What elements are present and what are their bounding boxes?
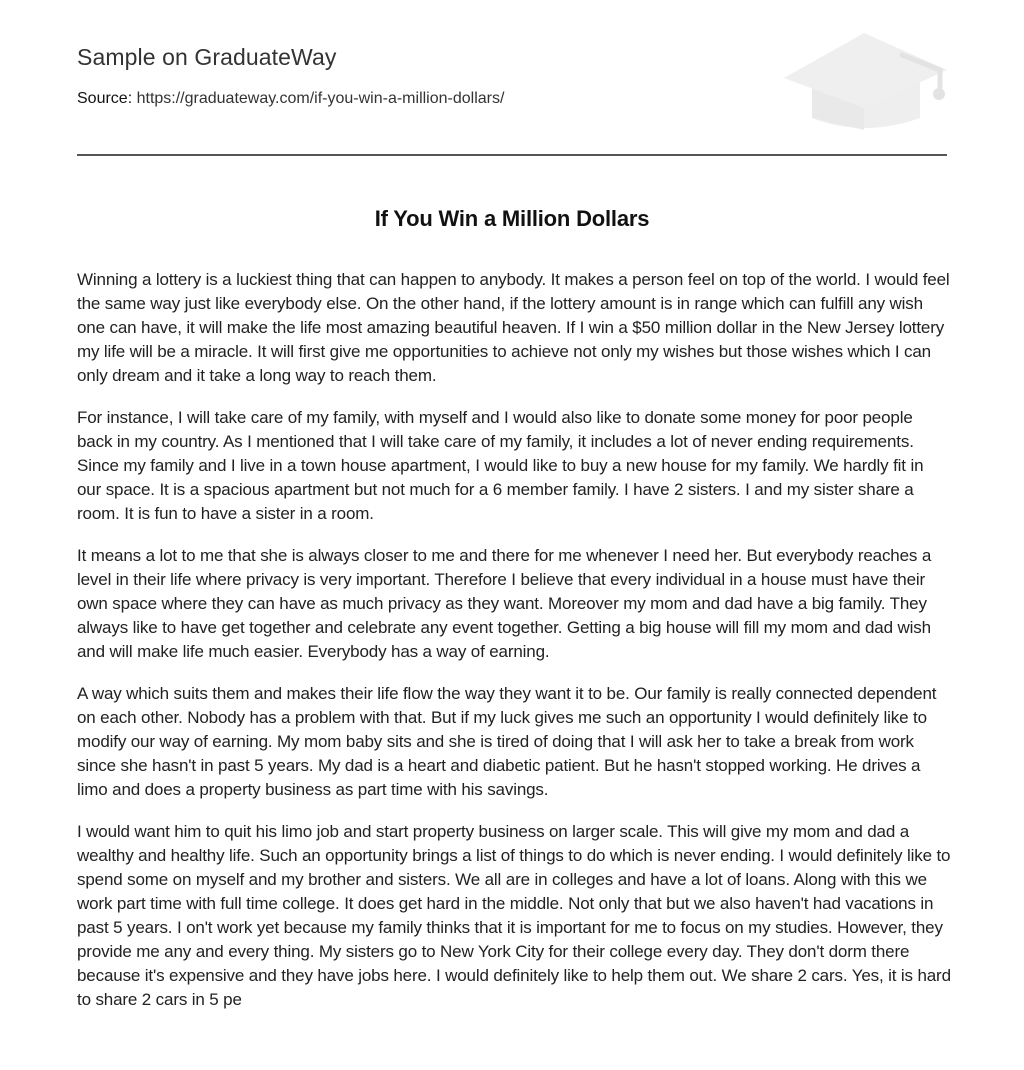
paragraph: For instance, I will take care of my family, with myself and I would also like to donate some money for poor people back in my country. As I mentioned that I will take care of my family, it includes a lot of never ending requirements. Since my family and I live in a town house apartment, I would like to buy a new house for my family. We hardly fit in our space. It is a spacious apartment but not much for a 6 member family. I have 2 sisters. I and my sister share a room. It is fun to have a sister in a room. <box>77 408 924 523</box>
source-link[interactable]: https://graduateway.com/if-you-win-a-million-dollars/ <box>136 90 505 107</box>
paragraph: Winning a lottery is a luckiest thing that can happen to anybody. It makes a person feel on top of the world. I would feel the same way just like everybody else. On the other hand, if the lottery amount is in range which can fulfill any wish one can have, it will make the life most amazing beautiful heaven. If I win a $50 million dollar in the New Jersey lottery my life will be a miracle. It will first give me opportunities to achieve not only my wishes but those wishes which I can only dream and it take a long way to reach them. <box>77 270 950 385</box>
paragraph: I would want him to quit his limo job and start property business on larger scale. This will give my mom and dad a wealthy and healthy life. Such an opportunity brings a list of things to do which is never ending. I would definitely like to spend some on myself and my brother and sisters. We all are in colleges and have a lot of loans. Along with this we work part time with full time college. It does get hard in the middle. Not only that but we also haven't had vacations in past 5 years. I on't work yet because my family thinks that it is important for me to focus on my studies. However, they provide me any and every thing. My sisters go to New York City for their college every day. They don't dorm there because it's expensive and they have jobs here. I would definitely like to help them out. We share 2 cars. Yes, it is hard to share 2 cars in 5 pe <box>77 822 951 1009</box>
source-line <box>77 90 504 108</box>
document-body <box>77 268 952 1030</box>
site-title: Sample on GraduateWay <box>77 44 337 70</box>
paragraph: It means a lot to me that she is always closer to me and there for me whenever I need her. But everybody reaches a level in their life where privacy is very important. Therefore I believe that every individual in a house must have their own space where they can have as much privacy as they want. Moreover my mom and dad have a big family. They always like to have get together and celebrate any event together. Getting a big house will fill my mom and dad wish and will make life much easier. Everybody has a way of earning. <box>77 546 932 661</box>
document-title: If You Win a Million Dollars <box>374 206 650 231</box>
page-header <box>77 0 947 156</box>
source-label: Source: <box>77 90 133 107</box>
paragraph: A way which suits them and makes their life flow the way they want it to be. Our family is really connected dependent on each other. Nobody has a problem with that. But if my luck gives me such an opportunity I would definitely like to modify our way of earning. My mom baby sits and she is tired of doing that I will ask her to take a break from work since she hasn't in past 5 years. My dad is a heart and diabetic patient. But he hasn't stopped working. He drives a limo and does a property business as part time with his savings. <box>77 684 937 799</box>
header-divider <box>77 154 947 156</box>
graduation-cap-icon <box>782 30 947 132</box>
